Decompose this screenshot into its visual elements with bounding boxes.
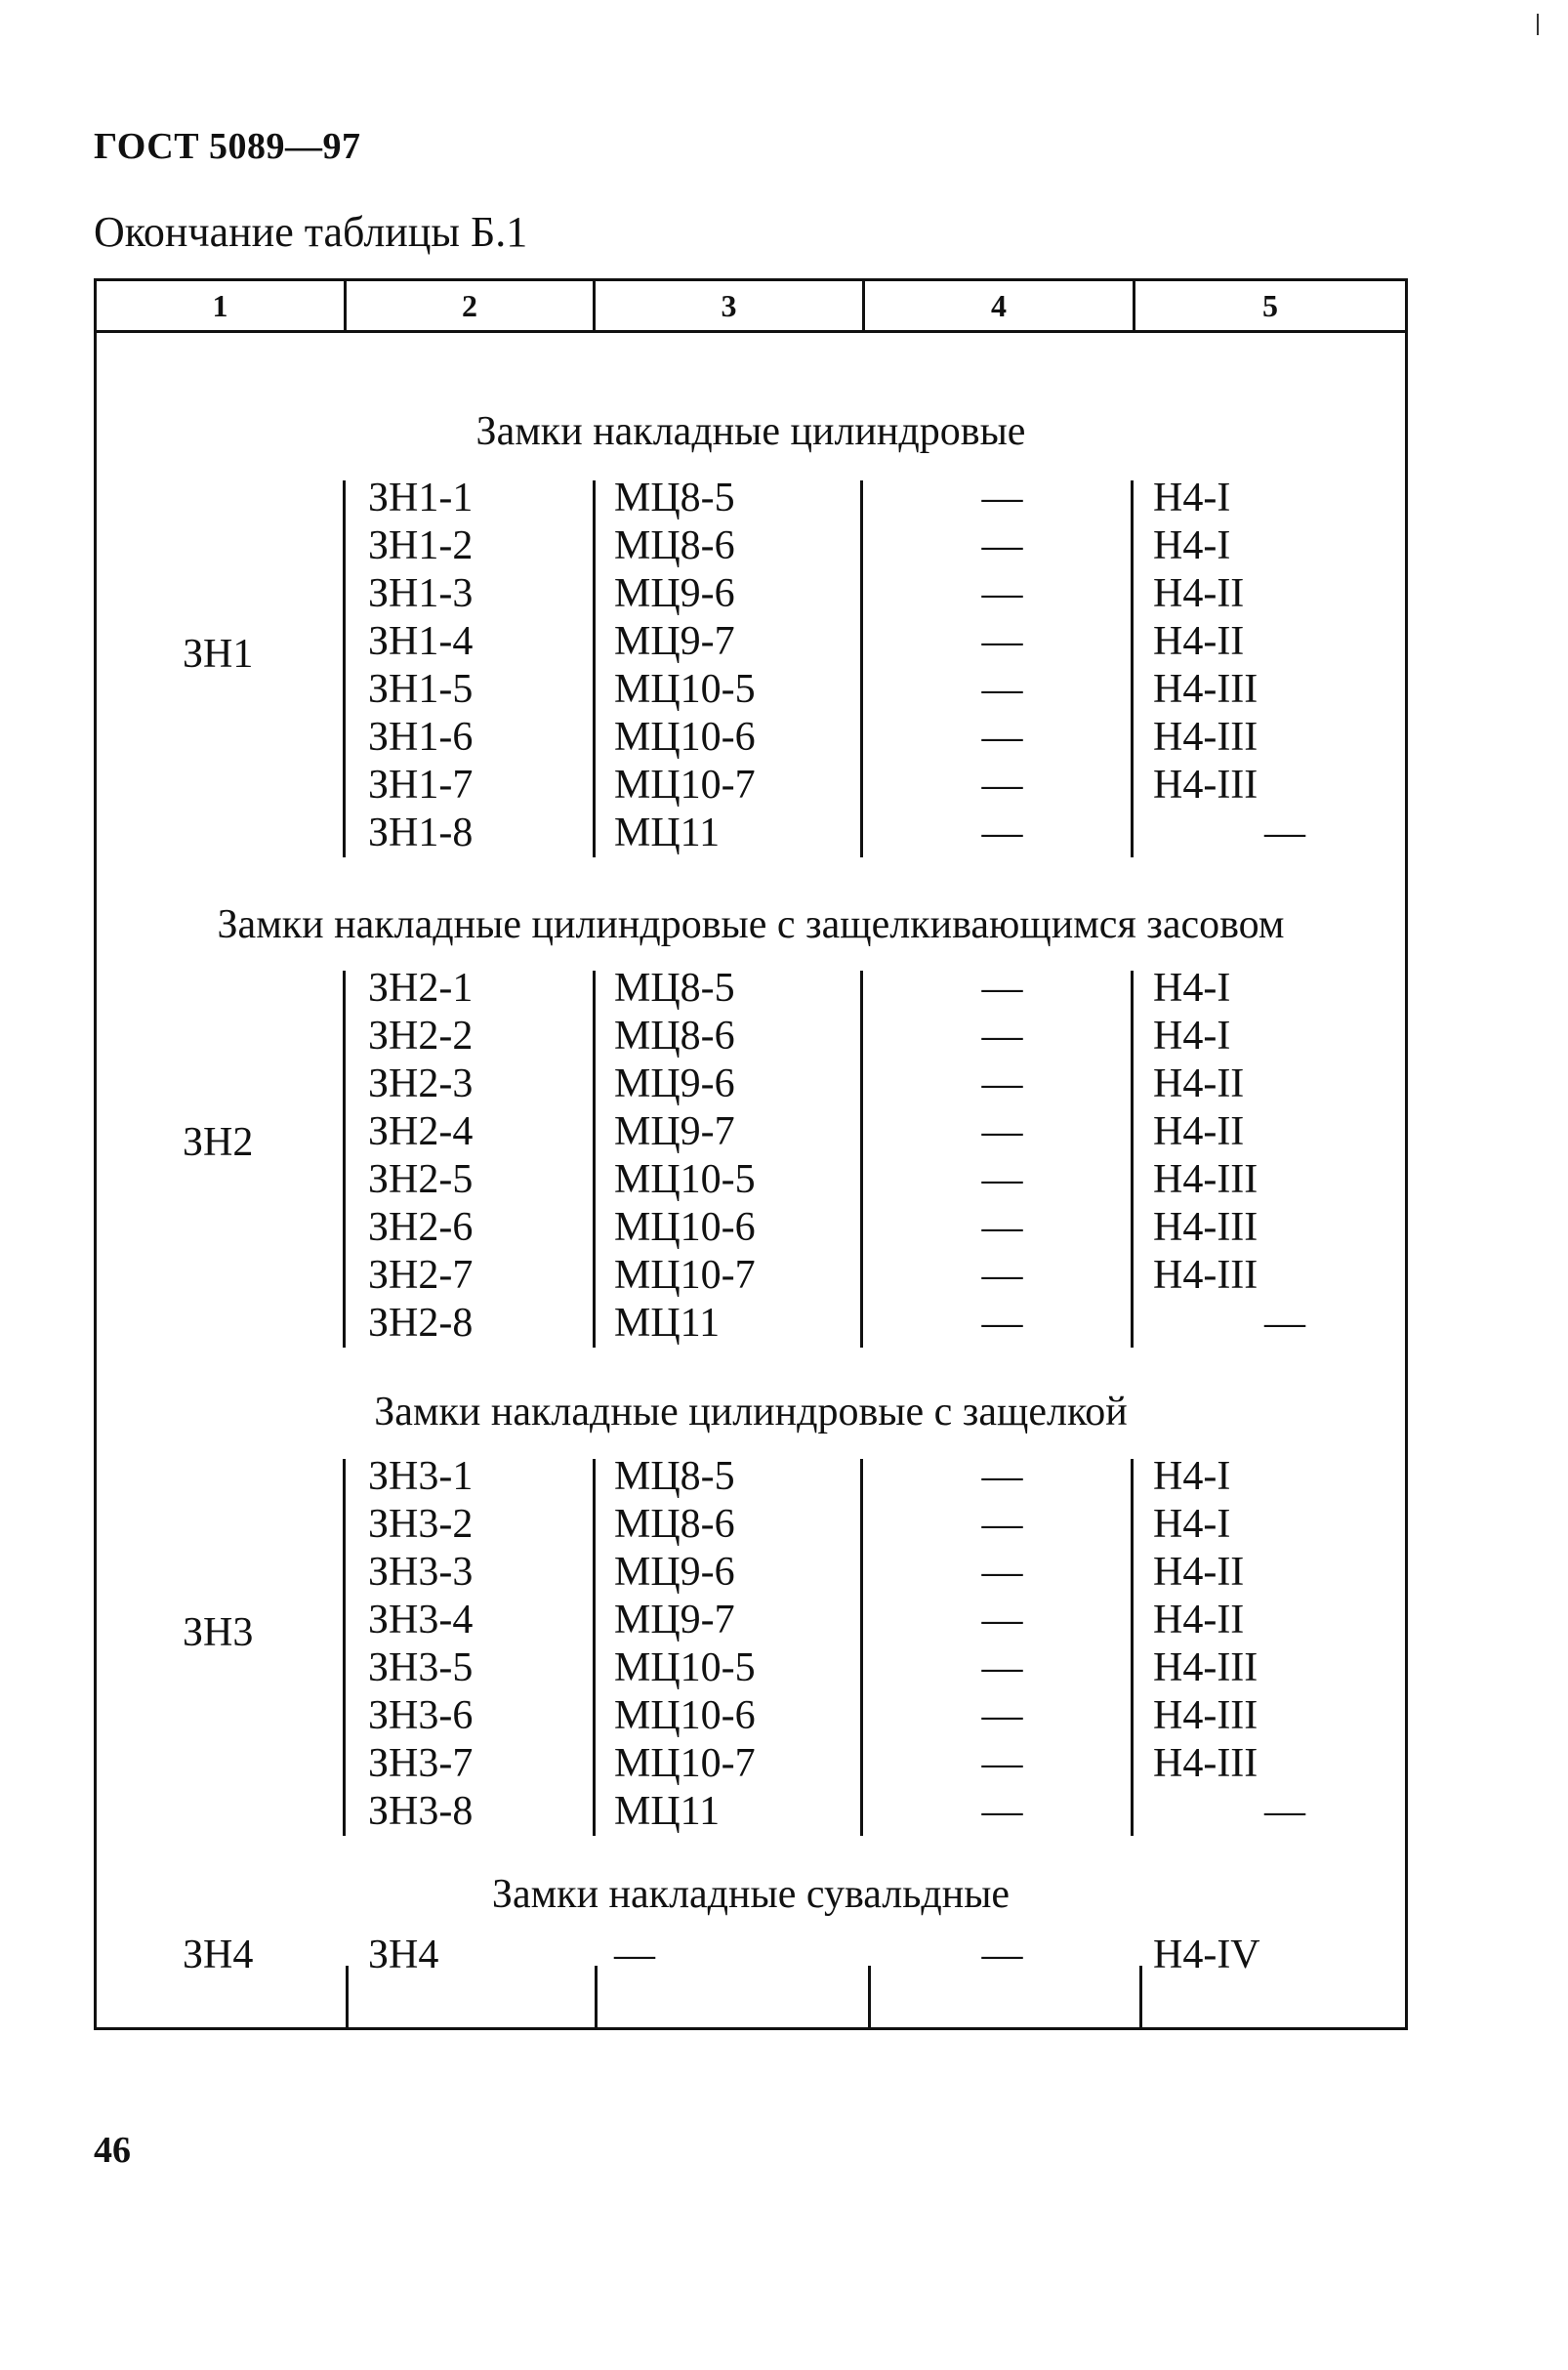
grade-cell: Н4-III: [1153, 667, 1259, 712]
column-4-cell: —: [981, 811, 1023, 855]
column-4-cell: —: [981, 619, 1023, 664]
column-4-cell: —: [981, 966, 1023, 1011]
mechanism-cell: МЦ10-6: [614, 1205, 756, 1250]
variant-cell: ЗН3-4: [368, 1598, 474, 1642]
column-number-1: 1: [212, 288, 228, 323]
variant-cell: ЗН1-2: [368, 523, 474, 568]
mechanism-cell: МЦ8-5: [614, 476, 735, 520]
variant-cell: ЗН1-4: [368, 619, 474, 664]
variant-cell: ЗН3-7: [368, 1741, 474, 1786]
variant-cell: ЗН3-5: [368, 1645, 474, 1690]
variant-cell: ЗН1-7: [368, 763, 474, 808]
header-separator: [97, 330, 1405, 333]
variant-cell: ЗН4: [368, 1933, 439, 1977]
mechanism-cell: МЦ10-7: [614, 1253, 756, 1298]
variant-cell: ЗН2-4: [368, 1109, 474, 1154]
grade-cell: Н4-III: [1153, 763, 1259, 808]
column-4-cell: —: [981, 523, 1023, 568]
variant-cell: ЗН2-1: [368, 966, 474, 1011]
column-divider-2: [593, 1459, 596, 1836]
grade-cell: Н4-III: [1153, 1741, 1259, 1786]
mechanism-cell: МЦ8-6: [614, 1014, 735, 1059]
data-table: [94, 278, 1408, 2030]
grade-cell: Н4-IV: [1153, 1933, 1260, 1977]
column-divider-1: [343, 1459, 346, 1836]
column-4-cell: —: [981, 1109, 1023, 1154]
column-divider-1: [343, 480, 346, 857]
bottom-divider-2: [595, 1966, 598, 2030]
column-4-cell: —: [981, 1157, 1023, 1202]
mechanism-cell: МЦ10-5: [614, 1645, 756, 1690]
column-4-cell: —: [981, 1061, 1023, 1106]
mechanism-cell: —: [614, 1933, 655, 1977]
variant-cell: ЗН2-2: [368, 1014, 474, 1059]
variant-cell: ЗН1-5: [368, 667, 474, 712]
mechanism-cell: МЦ9-7: [614, 1598, 735, 1642]
column-divider-3: [860, 1459, 863, 1836]
grade-cell: Н4-I: [1153, 1014, 1231, 1059]
variant-cell: ЗН1-8: [368, 811, 474, 855]
mechanism-cell: МЦ10-5: [614, 667, 756, 712]
table-caption: Окончание таблицы Б.1: [94, 208, 528, 256]
variant-cell: ЗН3-3: [368, 1550, 474, 1595]
grade-cell: Н4-III: [1153, 1253, 1259, 1298]
grade-cell: Н4-II: [1153, 1550, 1245, 1595]
mechanism-cell: МЦ8-5: [614, 1454, 735, 1499]
bottom-divider-4: [1139, 1966, 1142, 2030]
mechanism-cell: МЦ11: [614, 1789, 721, 1834]
grade-cell: Н4-III: [1153, 1693, 1259, 1738]
group-label: ЗН1: [183, 632, 254, 677]
column-4-cell: —: [981, 715, 1023, 760]
grade-cell: Н4-I: [1153, 523, 1231, 568]
section-title: Замки накладные сувальдные: [491, 1872, 1011, 1917]
variant-cell: ЗН1-1: [368, 476, 474, 520]
column-4-cell: —: [981, 1741, 1023, 1786]
page-number: 46: [94, 2130, 131, 2171]
column-4-cell: —: [981, 476, 1023, 520]
column-4-cell: —: [981, 763, 1023, 808]
section-title: Замки накладные цилиндровые с защелкой: [374, 1390, 1128, 1434]
column-number-5: 5: [1262, 288, 1278, 323]
variant-cell: ЗН3-8: [368, 1789, 474, 1834]
column-4-cell: —: [981, 1933, 1023, 1977]
group-label: ЗН3: [183, 1610, 254, 1655]
variant-cell: ЗН1-6: [368, 715, 474, 760]
variant-cell: ЗН3-2: [368, 1502, 474, 1547]
section-title: Замки накладные цилиндровые: [475, 409, 1026, 454]
column-divider-3: [860, 971, 863, 1348]
grade-cell: —: [1264, 1301, 1305, 1346]
group-label: ЗН4: [183, 1933, 254, 1977]
bottom-divider-3: [868, 1966, 871, 2030]
grade-cell: Н4-I: [1153, 966, 1231, 1011]
mechanism-cell: МЦ9-6: [614, 1061, 735, 1106]
column-4-cell: —: [981, 1253, 1023, 1298]
mechanism-cell: МЦ9-6: [614, 571, 735, 616]
grade-cell: Н4-I: [1153, 476, 1231, 520]
column-divider-2: [593, 971, 596, 1348]
variant-cell: ЗН2-5: [368, 1157, 474, 1202]
column-number-2: 2: [462, 288, 477, 323]
column-4-cell: —: [981, 1645, 1023, 1690]
mechanism-cell: МЦ10-7: [614, 1741, 756, 1786]
grade-cell: Н4-I: [1153, 1454, 1231, 1499]
grade-cell: Н4-III: [1153, 1205, 1259, 1250]
grade-cell: Н4-I: [1153, 1502, 1231, 1547]
mechanism-cell: МЦ9-7: [614, 619, 735, 664]
column-4-cell: —: [981, 1454, 1023, 1499]
column-4-cell: —: [981, 1301, 1023, 1346]
variant-cell: ЗН1-3: [368, 571, 474, 616]
column-divider-4: [1131, 971, 1134, 1348]
group-label: ЗН2: [183, 1120, 254, 1165]
grade-cell: Н4-III: [1153, 1157, 1259, 1202]
variant-cell: ЗН2-8: [368, 1301, 474, 1346]
column-number-3: 3: [721, 288, 737, 323]
standard-header: ГОСТ 5089—97: [94, 126, 361, 167]
grade-cell: —: [1264, 1789, 1305, 1834]
grade-cell: Н4-II: [1153, 619, 1245, 664]
variant-cell: ЗН3-1: [368, 1454, 474, 1499]
grade-cell: Н4-III: [1153, 1645, 1259, 1690]
column-divider-4: [1131, 480, 1134, 857]
mechanism-cell: МЦ8-5: [614, 966, 735, 1011]
mechanism-cell: МЦ8-6: [614, 523, 735, 568]
column-4-cell: —: [981, 1789, 1023, 1834]
grade-cell: Н4-II: [1153, 1109, 1245, 1154]
mechanism-cell: МЦ8-6: [614, 1502, 735, 1547]
mechanism-cell: МЦ9-6: [614, 1550, 735, 1595]
column-4-cell: —: [981, 1014, 1023, 1059]
column-4-cell: —: [981, 571, 1023, 616]
column-divider-1: [343, 971, 346, 1348]
column-4-cell: —: [981, 1693, 1023, 1738]
variant-cell: ЗН3-6: [368, 1693, 474, 1738]
mechanism-cell: МЦ10-6: [614, 715, 756, 760]
grade-cell: Н4-II: [1153, 1061, 1245, 1106]
column-4-cell: —: [981, 1550, 1023, 1595]
mechanism-cell: МЦ10-7: [614, 763, 756, 808]
grade-cell: Н4-III: [1153, 715, 1259, 760]
column-number-4: 4: [991, 288, 1007, 323]
grade-cell: —: [1264, 811, 1305, 855]
column-4-cell: —: [981, 1205, 1023, 1250]
column-divider-3: [860, 480, 863, 857]
mechanism-cell: МЦ11: [614, 811, 721, 855]
grade-cell: Н4-II: [1153, 571, 1245, 616]
column-4-cell: —: [981, 667, 1023, 712]
scan-artifact-mark: [1537, 14, 1539, 35]
variant-cell: ЗН2-7: [368, 1253, 474, 1298]
mechanism-cell: МЦ11: [614, 1301, 721, 1346]
column-divider-4: [1131, 1459, 1134, 1836]
column-divider-2: [593, 480, 596, 857]
mechanism-cell: МЦ9-7: [614, 1109, 735, 1154]
bottom-divider-1: [346, 1966, 349, 2030]
mechanism-cell: МЦ10-5: [614, 1157, 756, 1202]
column-4-cell: —: [981, 1502, 1023, 1547]
grade-cell: Н4-II: [1153, 1598, 1245, 1642]
column-4-cell: —: [981, 1598, 1023, 1642]
variant-cell: ЗН2-3: [368, 1061, 474, 1106]
mechanism-cell: МЦ10-6: [614, 1693, 756, 1738]
section-title: Замки накладные цилиндровые с защелкивающимся засовом: [217, 902, 1285, 947]
variant-cell: ЗН2-6: [368, 1205, 474, 1250]
